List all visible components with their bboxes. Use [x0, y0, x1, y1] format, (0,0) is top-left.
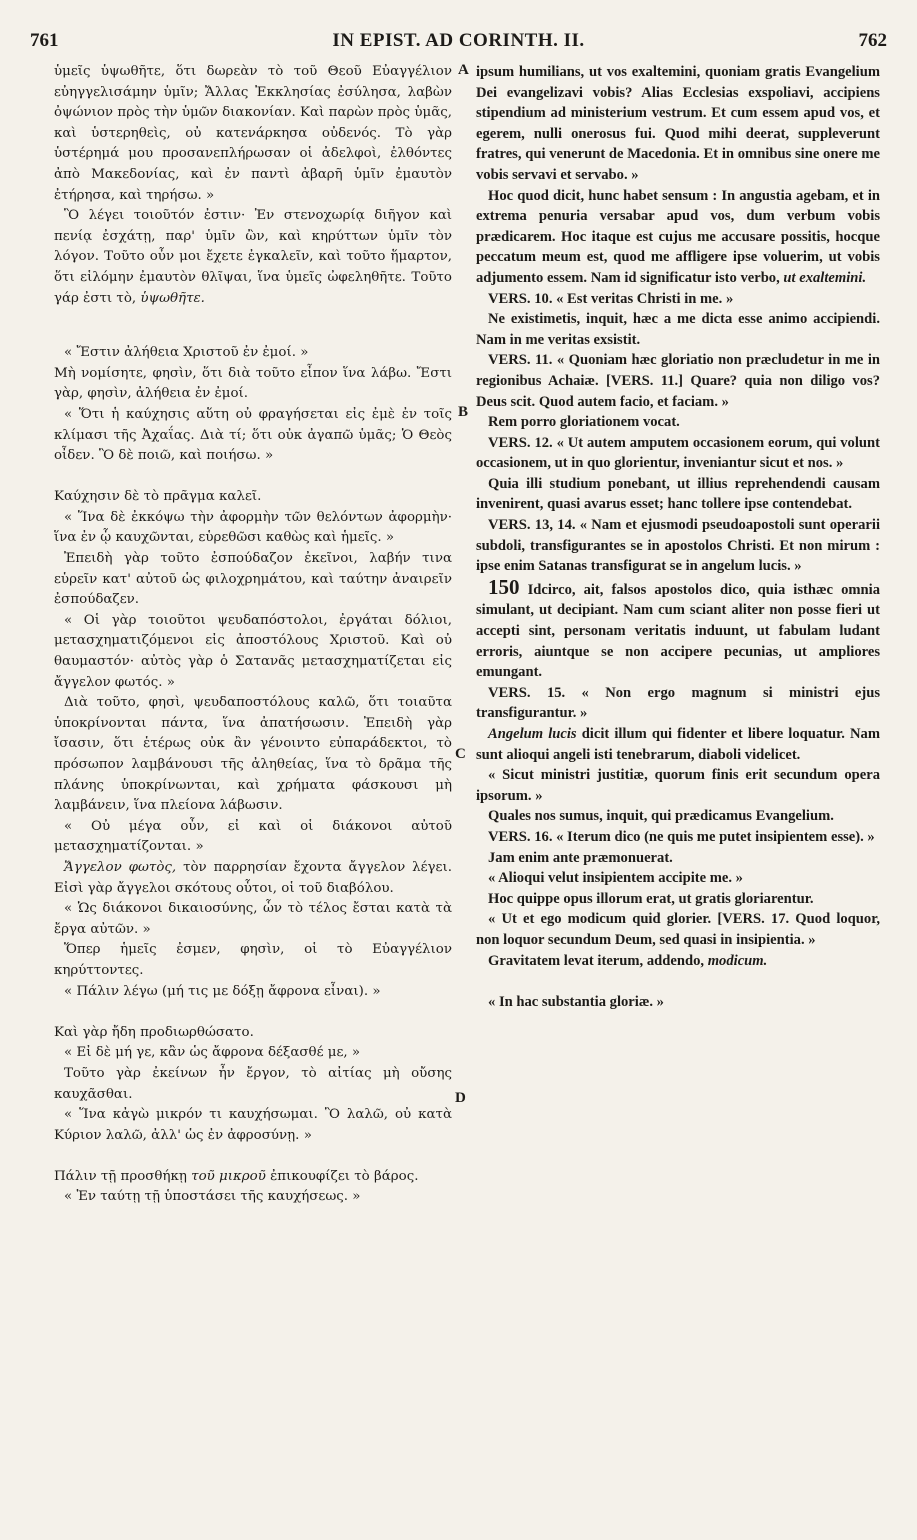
latin-emphasis: Angelum lucis	[488, 726, 577, 742]
greek-verse: « Οἱ γὰρ τοιοῦτοι ψευδαπόστολοι, ἐργάται δόλιοι, μετασχηματιζόμενοι εἰς ἀποστόλους Χριστοῦ. Καὶ οὐ θαυμαστόν· αὐτὸς γὰρ ὁ Σατανᾶς μετασχηματίζεται εἰς ἄγγελον φωτός. »	[54, 612, 452, 690]
latin-paragraph: Hoc quod dicit, hunc habet sensum : In angustia agebam, et in extrema penuria versabar apud vos, dum verbum vobis prædicarem. Hoc itaque est cujus me accusare possitis, hocque peccatum meum est, quod me affligere ipse voluerim, ut vobis adjumento essem. Nam id significatur isto verbo, ut exaltemini.	[476, 187, 880, 286]
greek-paragraph: Πάλιν τῇ προσθήκῃ τοῦ μικροῦ ἐπικουφίζει τὸ βάρος.	[54, 1168, 419, 1184]
greek-paragraph: Διὰ τοῦτο, φησὶ, ψευδαποστόλους καλῶ, ὅτι τοιαῦτα ὑποκρίνονται πάντα, ἵνα ἀπατήσωσιν. Ἐπειδὴ γὰρ ἴσασιν, ὅτι ἑτέρως οὐκ ἂν γένοιντο εὐπαράδεκτοι, τὸ πρόσωπον λαμβάνουσι τῆς ἀληθείας, ἵνα τὸ δρᾶμα τῆς πλάνης ὑποκρίνωνται, καὶ χρήματα φάσκουσι μὴ λαμβάνειν, ἵνα πλείονα λάβωσιν.	[54, 695, 452, 814]
margin-letter-d: D	[455, 1090, 466, 1106]
greek-paragraph: Ἄγγελον φωτὸς, τὸν παρρησίαν ἔχοντα ἄγγελον λέγει. Εἰσὶ γὰρ ἄγγελοι σκότους οὗτοι, οἱ τοῦ διαβόλου.	[54, 859, 452, 896]
latin-emphasis: modicum.	[707, 952, 768, 969]
greek-paragraph: Καὶ γὰρ ἤδη προδιωρθώσατο.	[54, 1024, 254, 1040]
latin-verse: « Alioqui velut insipientem accipite me. »	[488, 870, 743, 887]
latin-verse: « In hac substantia gloriæ. »	[488, 993, 664, 1010]
left-page-number: 761	[30, 30, 59, 51]
greek-column	[54, 62, 452, 1540]
greek-verse: « Ὡς διάκονοι δικαιοσύνης, ὧν τὸ τέλος ἔσται κατὰ τὰ ἔργα αὐτῶν. »	[54, 901, 452, 937]
latin-verse: VERS. 16. « Iterum dico (ne quis me putet insipientem esse). »	[488, 828, 875, 845]
greek-paragraph: Ἐπειδὴ γὰρ τοῦτο ἐσπούδαζον ἐκεῖνοι, λαβήν τινα εὑρεῖν κατ' αὐτοῦ ὡς φιλοχρημάτου, καὶ ταύτην ἀναιρεῖν ἐσπούδαζεν.	[54, 551, 452, 608]
right-page-number: 762	[858, 30, 887, 51]
latin-paragraph: Jam enim ante præmonuerat.	[488, 849, 673, 866]
latin-verse: « Ut et ego modicum quid glorier. [VERS. 17. Quod loquor, non loquor secundum Deum, sed quasi in insipientia. »	[476, 911, 880, 948]
greek-verse: « Οὐ μέγα οὖν, εἰ καὶ οἱ διάκονοι αὐτοῦ μετασχηματίζονται. »	[54, 818, 452, 855]
latin-column	[476, 62, 880, 1540]
latin-paragraph: Angelum lucis dicit illum qui fidenter et libere loquatur. Nam sunt alioqui angeli isti tenebrarum, diaboli videlicet.	[476, 726, 880, 763]
greek-verse: « Ἵνα δὲ ἐκκόψω τὴν ἀφορμὴν τῶν θελόντων ἀφορμὴν· ἵνα ἐν ᾧ καυχῶνται, εὑρεθῶσι καθὼς καὶ ἡμεῖς. »	[54, 509, 452, 546]
latin-verse: VERS. 11. « Quoniam hæc gloriatio non præcludetur in me in regionibus Achaiæ. [VERS. 11.] Quare? quia non diligo vos? Deus scit. Quod autem facio, et faciam. »	[476, 352, 880, 410]
latin-verse: VERS. 15. « Non ergo magnum si ministri ejus transfigurantur. »	[476, 684, 880, 722]
latin-verse: VERS. 12. « Ut autem amputem occasionem eorum, qui volunt occasionem, ut in quo glorientur, inveniantur sicut et nos. »	[476, 434, 880, 472]
column-number: 150	[488, 574, 520, 599]
greek-emphasis: τοῦ μικροῦ	[191, 1168, 266, 1184]
running-header	[30, 30, 887, 56]
greek-paragraph: ὑμεῖς ὑψωθῆτε, ὅτι δωρεὰν τὸ τοῦ Θεοῦ Εὐαγγέλιον εὐηγγελισάμην ὑμῖν; Ἄλλας Ἐκκλησίας ἐσύλησα, λαβὼν ὀψώνιον πρὸς τὴν ὑμῶν διακονίαν. Καὶ παρὼν πρὸς ὑμᾶς, καὶ ὑστερηθεὶς, οὐ κατενάρκησα οὐδενός. Τὸ γὰρ ὑστέρημά μου προσανεπλήρωσαν οἱ ἀδελφοὶ, ἐλθόντες ἀπὸ Μακεδονίας, καὶ ἐν παντὶ ἀβαρῆ ὑμῖν ἐμαυτὸν ἐτήρησα, καὶ τηρήσω. »	[54, 64, 452, 203]
greek-paragraph: Ὅπερ ἡμεῖς ἐσμεν, φησὶν, οἱ τὸ Εὐαγγέλιον κηρύττοντες.	[54, 942, 452, 978]
margin-letter-c: C	[455, 746, 466, 762]
latin-paragraph: Rem porro gloriationem vocat.	[488, 414, 680, 431]
latin-emphasis: ut exaltemini.	[783, 269, 867, 286]
greek-emphasis: Ἄγγελον φωτὸς,	[64, 859, 177, 875]
greek-verse: « Ἐν ταύτῃ τῇ ὑποστάσει τῆς καυχήσεως. »	[64, 1189, 361, 1205]
greek-paragraph: Καύχησιν δὲ τὸ πρᾶγμα καλεῖ.	[54, 489, 262, 505]
greek-verse: « Ἔστιν ἀλήθεια Χριστοῦ ἐν ἐμοί. »	[64, 345, 309, 361]
latin-verse: « Sicut ministri justitiæ, quorum finis erit secundum opera ipsorum. »	[476, 767, 880, 804]
latin-paragraph: Quia illi studium ponebant, ut illius reprehendendi causam invenirent, quasi avarus esset; hanc tollere ipse contendebat.	[476, 475, 880, 513]
latin-paragraph: Hoc quippe opus illorum erat, ut gratis gloriarentur.	[488, 890, 814, 907]
latin-paragraph: Quales nos sumus, inquit, qui prædicamus Evangelium.	[488, 808, 834, 825]
margin-letter-a: A	[458, 62, 469, 78]
greek-paragraph: Ὃ λέγει τοιοῦτόν ἐστιν· Ἐν στενοχωρίᾳ διῆγον καὶ πενίᾳ ἐσχάτῃ, παρ' ὑμῖν ὢν, καὶ κηρύττων ὑμῖν τὸν λόγον. Τοῦτο οὖν μοι ἔχετε ἐγκαλεῖν, καὶ τοῦτο ἥμαρτον, ὅτι εἱλόμην ἐμαυτὸν θλῖψαι, ἵνα ὑμεῖς ὠφεληθῆτε. Τοῦτο γάρ ἐστι τὸ, ὑψωθῆτε.	[54, 208, 452, 306]
latin-paragraph: Gravitatem levat iterum, addendo, modicum.	[488, 952, 768, 969]
greek-emphasis: ὑψωθῆτε.	[140, 290, 205, 306]
latin-verse: VERS. 13, 14. « Nam et ejusmodi pseudoapostoli sunt operarii subdoli, transfigurantes se in apostolos Christi. Et non mirum : ipse enim Satanas transfigurat se in angelum lucis. »	[476, 517, 880, 575]
greek-verse: « Ὅτι ἡ καύχησις αὕτη οὐ φραγήσεται εἰς ἐμὲ ἐν τοῖς κλίμασι τῆς Ἀχαΐας. Διὰ τί; ὅτι οὐκ ἀγαπῶ ὑμᾶς; Ὁ Θεὸς οἶδεν. Ὃ δὲ ποιῶ, καὶ ποιήσω. »	[54, 406, 452, 464]
greek-verse: « Εἰ δὲ μή γε, κἂν ὡς ἄφρονα δέξασθέ με, »	[64, 1045, 361, 1061]
greek-paragraph: Μὴ νομίσητε, φησὶν, ὅτι διὰ τοῦτο εἶπον ἵνα λάβω. Ἔστι γὰρ, φησὶν, ἀλήθεια ἐν ἐμοί.	[54, 365, 452, 402]
latin-paragraph: Ne existimetis, inquit, hæc a me dicta esse animo accipiendi. Nam in me veritas exsistit.	[476, 311, 880, 348]
greek-verse: « Πάλιν λέγω (μή τις με δόξῃ ἄφρονα εἶναι). »	[64, 983, 381, 999]
greek-paragraph: Τοῦτο γὰρ ἐκείνων ἦν ἔργον, τὸ αἰτίας μὴ οὔσης καυχᾶσθαι.	[54, 1065, 452, 1102]
running-title: IN EPIST. AD CORINTH. II.	[332, 30, 585, 51]
latin-paragraph: 150 Idcirco, ait, falsos apostolos dico, quia isthæc omnia simulant, ut decipiant. Nam cum sciant aliter non posse fieri ut accepti sint, personam veritatis induunt, ut fabulam ludant erroris, aiuntque se non accipere pecunias, ut ampliores emungant.	[476, 574, 880, 681]
margin-letter-b: B	[458, 404, 469, 420]
latin-paragraph: ipsum humilians, ut vos exaltemini, quoniam gratis Evangelium Dei evangelizavi vobis? Alias Ecclesias exspoliavi, accipiens stipendium ad ministerium vestrum. Et cum essem apud vos, et egerem, nulli onerosus fui. Quod mihi deerat, suppleverunt fratres, qui venerunt de Macedonia. Et in omnibus sine onere me vobis servavi et servabo. »	[476, 64, 880, 183]
greek-verse: « Ἵνα κἀγὼ μικρόν τι καυχήσωμαι. Ὃ λαλῶ, οὐ κατὰ Κύριον λαλῶ, ἀλλ' ὡς ἐν ἀφροσύνῃ. »	[54, 1107, 452, 1143]
latin-verse: VERS. 10. « Est veritas Christi in me. »	[488, 290, 734, 307]
